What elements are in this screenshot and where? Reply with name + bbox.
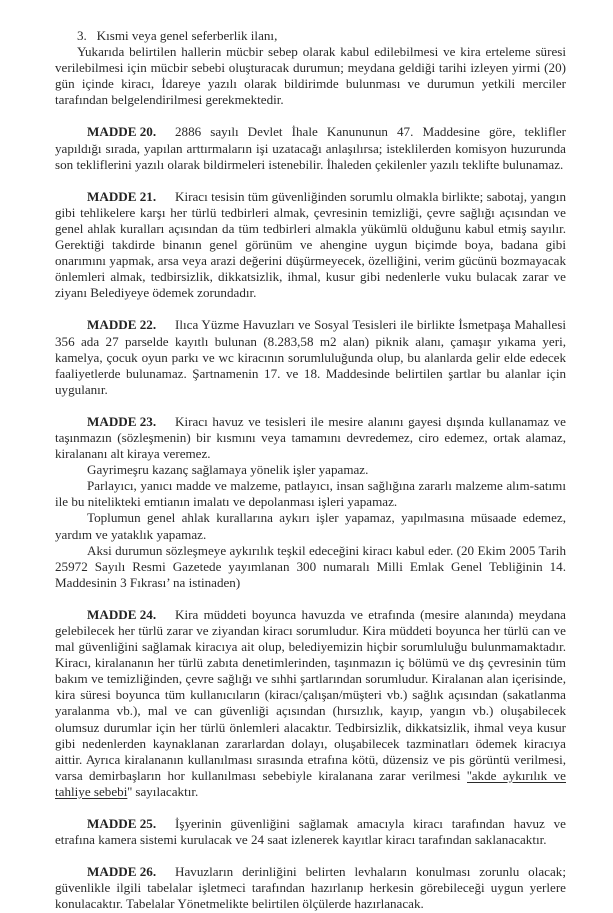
article-23-sub-4: Aksi durumun sözleşmeye aykırılık teşkil edeceğini kiracı kabul eder. (20 Ekim 2005 Tarih 25972 Sayılı Resmi Gazetede yayımlanan 300 numaralı Milli Emlak Genel Tebliğinin 14. Maddesinin 3 Fıkrası’ na istinaden): [55, 542, 566, 590]
article-23-sub-3: Toplumun genel ahlak kurallarına aykırı işler yapamaz, yapılmasına müsaade edemez, yardım ve yataklık yapamaz.: [55, 510, 566, 542]
underlined-phrase: ''akde aykırılık ve tahliye sebebi: [55, 767, 566, 799]
document-page: [55, 28, 566, 913]
article-23-sub-1: Gayrimeşru kazanç sağlamaya yönelik işler yapamaz.: [87, 462, 369, 478]
article-23: [55, 414, 566, 462]
article-text: 2886 sayılı Devlet İhale Kanununun 47. Maddesine göre, teklifler yapıldığı sırada, yapılan arttırmaların işi uzatacağı anlaşılırsa; isteklilerden komisyon huzurunda son tekliflerini yazılı olarak bildirmeleri istenebilir. İhaleden çekilenler yazılı teklifte bulunamaz.: [55, 124, 566, 172]
article-label: MADDE 23.: [87, 413, 157, 429]
article-24: [55, 607, 566, 800]
article-text: Kiracı tesisin tüm güvenliğinden sorumlu olmakla birlikte; sabotaj, yangın gibi tehlikelere karşı her türlü tedbirleri almak, çevresinin temizliği, çevre sağlığı açısından ve genel ahlak kuralları açısından da tüm tedbirleri almakla yükümlü olduğunu kabul etmiş sayılır. Gerektiği takdirde binanın genel görünüm ve ahengine uygun biçimde boya, badana gibi onarımını yapmak, arsa veya arazi değerini düşürmeyecek, özelliğini, verim gücünü bozmayacak önlemleri almak, tedbirsizlik, dikkatsizlik, ihmal, kusur gibi nedenlerle vuku bulacak zarar ve ziyanı Belediyeye ödemek zorundadır.: [55, 188, 566, 301]
article-text: İşyerinin güvenliğini sağlamak amacıyla kiracı tarafından havuz ve etrafına kamera sistemi kurulacak ve 24 saat izlenerek kayıtlar kiracı tarafından saklanacaktır.: [55, 816, 566, 848]
article-label: MADDE 25.: [87, 816, 157, 832]
article-20: [55, 124, 566, 172]
article-21: [55, 189, 566, 302]
article-25: [55, 816, 566, 848]
article-label: MADDE 20.: [87, 124, 157, 140]
article-23-sub-2: Parlayıcı, yanıcı madde ve malzeme, patlayıcı, insan sağlığına zararlı malzeme alım-satımı ile bu nitelikteki emtianın imalatı ve depolanması işleri yapamaz.: [55, 478, 566, 510]
article-text: Havuzların derinliğini belirten levhaların konulması zorunlu olacak; güvenlikle ilgili tabelalar işletmeci tarafından hazırlanıp herkesin görebileceği uygun yerlere konulacaktır. Tabelalar Yönetmelikte belirtilen ölçülerde hazırlanacak.: [55, 864, 566, 912]
article-text: Ilıca Yüzme Havuzları ve Sosyal Tesisleri ile birlikte İsmetpaşa Mahallesi 356 ada 27 parselde kayıtlı bulunan (8.283,58 m2 alan) piknik alanı, çamaşır yıkama yeri, kamelya, çocuk oyun parkı ve wc kiracının sorumluluğunda olup, bu alanlarda gelir elde edecek faaliyetlerde bulunamaz. Şartnamenin 17. ve 18. Maddesinde belirtilen şartlar bu alanlar için uygulanır.: [55, 317, 566, 397]
article-label: MADDE 21.: [87, 188, 157, 204]
article-label: MADDE 26.: [87, 864, 157, 880]
article-text-tail: '' sayılacaktır.: [127, 783, 199, 799]
article-text: Kira müddeti boyunca havuzda ve etrafında (mesire alanında) meydana gelebilecek her türlü zarar ve ziyandan kiracı sorumludur. Kira müddeti boyunca her türlü can ve mal güvenliğini sağlamak kiracıya ait olup, belediyemizin hiçbir sorumluluğu bulunmamaktadır. Kiracı, kiralananın her türlü zabıta denetimlerinden, taşınmazın iç bölümü ve dış çevresinin tüm bakım ve temizliğinden, çevre sağlığı ve sıhhi şartlarından sorumludur. Kiralanan alan içerisinde, kira süresi boyunca tüm kullanıcıların (kiracı/çalışan/müşteri vb.) sağlık açısından (sakatlanma yaralanma vb.), mal ve can güvenliği açısından (hırsızlık, kayıp, yangın vb.) oluşabilecek olumsuz durumlar için her türlü önlemleri alacaktır. Tedbirsizlik, dikkatsizlik, ihmal veya kusur gibi nedenlerden kaynaklanan zararlardan dolayı, oluşabilecek tazminatları ödemek kiracıya aittir. Ayrıca kiralananın kullanılması sırasında etrafına kötü, düzensiz ve pis görüntü verilmesi, varsa demirbaşların hor kullanılması sebebiyle kiralanana zarar verilmesi: [55, 606, 566, 783]
article-label: MADDE 24.: [87, 606, 157, 622]
force-majeure-paragraph: Yukarıda belirtilen hallerin mücbir sebep olarak kabul edilebilmesi ve kira erteleme süresi verilebilmesi için mücbir sebebi oluşturacak durumun; meydana geldiği tarihi izleyen yirmi (20) gün içinde kiracı, İdareye yazılı olarak bildirimde bulunması ve durumun yetkili merciler tarafından belgelendirilmesi gerekmektedir.: [55, 44, 566, 108]
list-item-3: 3. Kısmi veya genel seferberlik ilanı,: [77, 28, 278, 43]
article-text: Kiracı havuz ve tesisleri ile mesire alanını gayesi dışında kullanamaz ve taşınmazın (sözleşmenin) bir kısmını veya tamamını devredemez, ciro edemez, ortak alamaz, kiralananı alt kiraya veremez.: [55, 413, 566, 462]
article-26: [55, 864, 566, 912]
article-22: [55, 317, 566, 397]
article-label: MADDE 22.: [87, 317, 157, 333]
